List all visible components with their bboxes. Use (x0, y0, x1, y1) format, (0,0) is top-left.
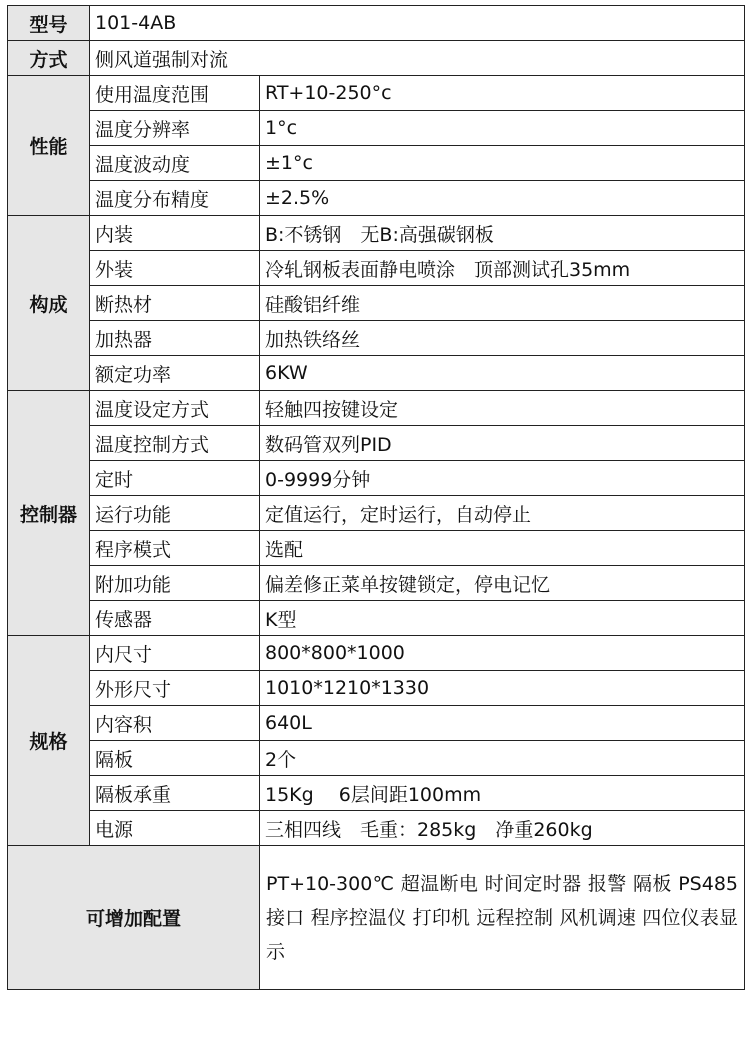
spec-table (7, 5, 745, 990)
spec-value: 三相四线 毛重：285kg 净重260kg (260, 811, 745, 846)
spec-name: 附加功能 (90, 566, 260, 601)
spec-name: 传感器 (90, 601, 260, 636)
spec-value: K型 (260, 601, 745, 636)
spec-value: 加热铁络丝 (260, 321, 745, 356)
spec-name: 内尺寸 (90, 636, 260, 671)
method-label: 方式 (8, 41, 90, 76)
spec-name: 电源 (90, 811, 260, 846)
section-category: 构成 (8, 216, 90, 391)
spec-name: 运行功能 (90, 496, 260, 531)
spec-name: 额定功率 (90, 356, 260, 391)
spec-value: RT+10-250°c (260, 76, 745, 111)
model-row (8, 6, 745, 41)
spec-row (8, 461, 745, 496)
spec-name: 外装 (90, 251, 260, 286)
spec-value: 偏差修正菜单按键锁定，停电记忆 (260, 566, 745, 601)
spec-value: 15Kg 6层间距100mm (260, 776, 745, 811)
spec-row (8, 531, 745, 566)
spec-row (8, 251, 745, 286)
spec-value: 640L (260, 706, 745, 741)
spec-value: 800*800*1000 (260, 636, 745, 671)
spec-row (8, 181, 745, 216)
spec-row (8, 356, 745, 391)
method-value: 侧风道强制对流 (90, 41, 745, 76)
spec-value: 冷轧钢板表面静电喷涂 顶部测试孔35mm (260, 251, 745, 286)
spec-name: 内容积 (90, 706, 260, 741)
spec-row (8, 671, 745, 706)
spec-name: 内装 (90, 216, 260, 251)
spec-row (8, 636, 745, 671)
extra-config-label: 可增加配置 (8, 846, 260, 990)
spec-row (8, 496, 745, 531)
spec-name: 隔板承重 (90, 776, 260, 811)
extra-config-row (8, 846, 745, 990)
spec-row (8, 146, 745, 181)
spec-row (8, 426, 745, 461)
spec-name: 定时 (90, 461, 260, 496)
spec-name: 断热材 (90, 286, 260, 321)
spec-name: 温度分布精度 (90, 181, 260, 216)
spec-row (8, 286, 745, 321)
spec-row (8, 741, 745, 776)
spec-name: 程序模式 (90, 531, 260, 566)
spec-name: 外形尺寸 (90, 671, 260, 706)
spec-row (8, 111, 745, 146)
spec-value: ±1°c (260, 146, 745, 181)
section-category: 控制器 (8, 391, 90, 636)
spec-value: 2个 (260, 741, 745, 776)
spec-value: 6KW (260, 356, 745, 391)
section-category: 性能 (8, 76, 90, 216)
spec-row (8, 601, 745, 636)
spec-name: 温度波动度 (90, 146, 260, 181)
spec-value: B:不锈钢 无B:高强碳钢板 (260, 216, 745, 251)
method-row (8, 41, 745, 76)
spec-name: 加热器 (90, 321, 260, 356)
spec-row (8, 321, 745, 356)
section-category: 规格 (8, 636, 90, 846)
spec-value: ±2.5% (260, 181, 745, 216)
spec-row (8, 76, 745, 111)
spec-name: 隔板 (90, 741, 260, 776)
spec-table-body (8, 6, 745, 990)
spec-name: 温度设定方式 (90, 391, 260, 426)
spec-value: 定值运行，定时运行，自动停止 (260, 496, 745, 531)
extra-config-value: PT+10-300℃ 超温断电 时间定时器 报警 隔板 PS485接口 程序控温仪 打印机 远程控制 风机调速 四位仪表显示 (260, 846, 745, 990)
spec-row (8, 776, 745, 811)
spec-row (8, 706, 745, 741)
spec-value: 0-9999分钟 (260, 461, 745, 496)
spec-value: 硅酸铝纤维 (260, 286, 745, 321)
spec-value: 1°c (260, 111, 745, 146)
spec-row (8, 216, 745, 251)
spec-row (8, 391, 745, 426)
spec-row (8, 811, 745, 846)
spec-name: 温度分辨率 (90, 111, 260, 146)
spec-value: 数码管双列PID (260, 426, 745, 461)
spec-name: 温度控制方式 (90, 426, 260, 461)
model-value: 101-4AB (90, 6, 745, 41)
spec-name: 使用温度范围 (90, 76, 260, 111)
spec-row (8, 566, 745, 601)
model-label: 型号 (8, 6, 90, 41)
spec-value: 选配 (260, 531, 745, 566)
spec-value: 轻触四按键设定 (260, 391, 745, 426)
spec-value: 1010*1210*1330 (260, 671, 745, 706)
